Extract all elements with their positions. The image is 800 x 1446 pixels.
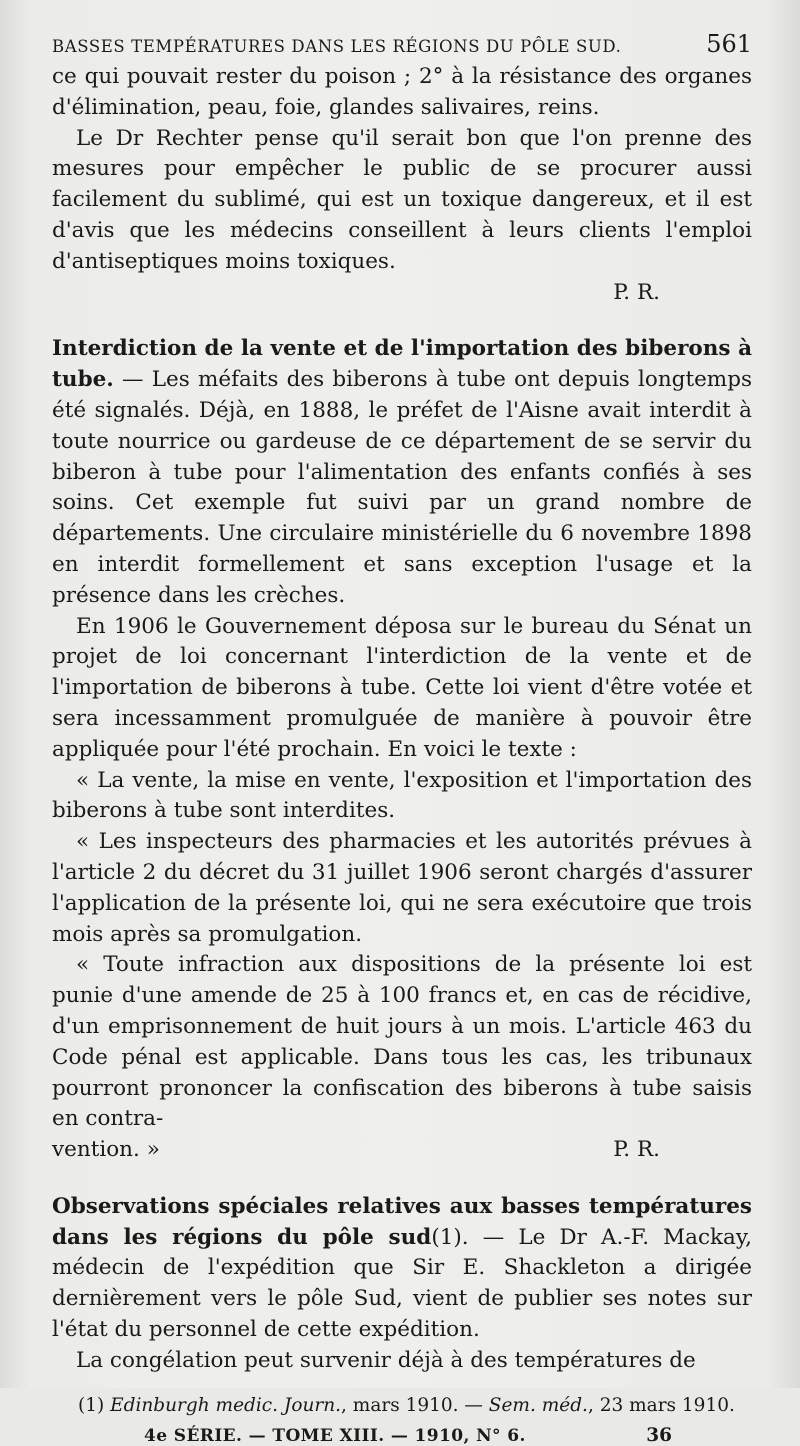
paragraph-1: ce qui pouvait rester du poison ; 2° à la résistance des organes d'élimination, peau, foie, glandes salivaires, reins.: [52, 64, 752, 120]
footnote-marker: (1): [78, 1394, 105, 1416]
signature-line: [52, 1425, 752, 1446]
quote-3-end-text: vention. »: [52, 1137, 160, 1163]
page-number: 561: [706, 30, 752, 58]
footnote: [52, 1393, 752, 1419]
footnote-content: [78, 1393, 735, 1419]
footnote-journal: Edinburgh medic. Journ.: [110, 1394, 342, 1416]
quote-3: « Toute infraction aux dispositions de la présente loi est punie d'une amende de 25 à 100 francs et, en cas de récidive, d'un emprisonnement de huit jours à un mois. L'article 463 du Code pénal est applicable. Dans tous les cas, les tribunaux pourront prononcer la confiscation des biberons à tube saisis en contra-: [52, 952, 752, 1132]
quote-3-end: [52, 1135, 752, 1166]
section-1: [52, 334, 752, 611]
running-title: BASSES TEMPÉRATURES DANS LES RÉGIONS DU PÔLE SUD.: [52, 37, 622, 56]
section-2-body: — Le Dr A.-F. Mackay, médecin de l'expédition que Sir E. Shackleton a dirigée dernièrement vers le pôle Sud, vient de publier ses notes sur l'état du personnel de cette expédition.: [52, 1224, 752, 1343]
quote-1: « La vente, la mise en vente, l'exposition et l'importation des biberons à tube sont interdites.: [52, 767, 752, 824]
footnote-date-1: , mars 1910. —: [341, 1394, 489, 1416]
section-2-title: Observations spéciales relatives aux basses températures dans les régions du pôle sud: [52, 1193, 752, 1250]
quote-2: « Les inspecteurs des pharmacies et les autorités prévues à l'article 2 du décret du 31 juillet 1906 seront chargés d'assurer l'application de la présente loi, qui ne sera exécutoire que trois mois après sa promulgation.: [52, 829, 752, 947]
author-initials-1: P. R.: [613, 279, 660, 305]
signature-number: 36: [646, 1424, 672, 1446]
author-initials-2: P. R.: [613, 1137, 660, 1163]
body-text: [52, 62, 752, 1377]
section-1-title: Interdiction de la vente et de l'importation des biberons à tube.: [52, 336, 752, 393]
paragraph-2: Le Dr Rechter pense qu'il serait bon que l'on prenne des mesures pour empêcher le public de se procurer aussi facilement du sublimé, qui est un toxique dangereux, et il est d'avis que les médecins conseillent à leurs clients l'emploi d'antiseptiques moins toxiques.: [52, 125, 752, 274]
section-1-body: — Les méfaits des biberons à tube ont depuis longtemps été signalés. Déjà, en 1888, le préfet de l'Aisne avait interdit à toute nourrice ou gardeuse de ce département de se servir du biberon à tube pour l'alimentation des enfants confiés à ses soins. Cet exemple fut suivi par un grand nombre de départements. Une circulaire ministérielle du 6 novembre 1898 en interdit formellement et sans exception l'usage et la présence dans les crèches.: [52, 367, 752, 608]
footnote-date-2: , 23 mars 1910.: [587, 1394, 735, 1416]
paragraph-3: En 1906 le Gouvernement déposa sur le bureau du Sénat un projet de loi concernant l'interdiction de la vente et de l'importation de biberons à tube. Cette loi vient d'être votée et sera incessamment promulguée de manière à pouvoir être appliquée pour l'été prochain. En voici le texte :: [52, 613, 752, 762]
paragraph-4: La congélation peut survenir déjà à des températures de: [76, 1347, 696, 1373]
section-2-footnote-ref: (1).: [431, 1224, 469, 1250]
footnote-journal-2: Sem. méd.: [488, 1394, 588, 1416]
page-header: [52, 30, 752, 58]
section-2: [52, 1192, 752, 1346]
signature-text: 4e SÉRIE. — TOME XIII. — 1910, N° 6.: [144, 1425, 526, 1446]
